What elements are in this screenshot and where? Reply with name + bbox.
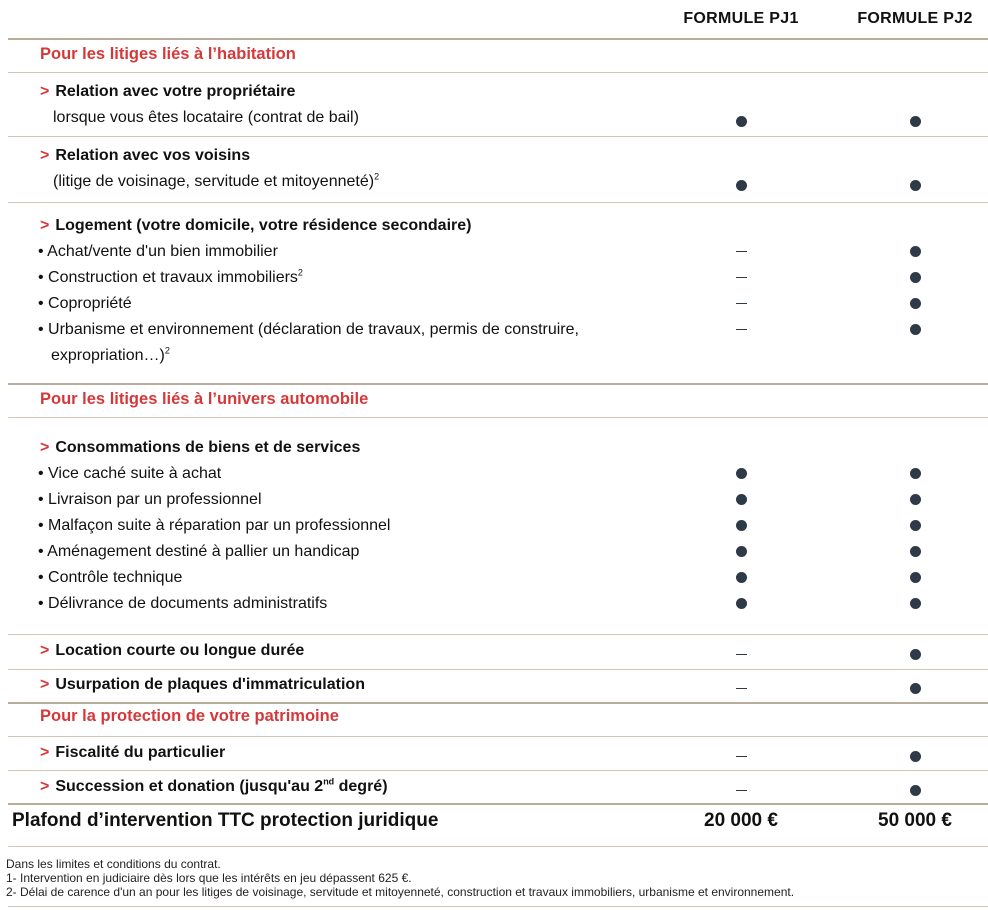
- footnote: 1- Intervention en judiciaire dès lors que les intérêts en jeu dépassent 625 €.: [6, 871, 412, 885]
- pj2-included-icon: [895, 241, 935, 263]
- row-text: • Achat/vente d'un bien immobilier: [38, 243, 278, 260]
- pj2-included-icon: [895, 175, 935, 197]
- row-text: • Vice caché suite à achat: [38, 465, 222, 482]
- divider: [8, 383, 988, 385]
- table-row-label: [38, 267, 303, 289]
- table-row-label: [40, 776, 388, 798]
- pj1-not-included-icon: [721, 293, 761, 315]
- divider: [8, 634, 988, 635]
- divider: [8, 702, 988, 704]
- footnote-ref: 2: [374, 171, 380, 182]
- chevron-icon: >: [40, 744, 50, 761]
- divider: [8, 669, 988, 670]
- row-text: • Copropriété: [38, 295, 132, 312]
- row-text: Location courte ou longue durée: [55, 642, 305, 659]
- row-text: Relation avec votre propriétaire: [55, 83, 296, 100]
- row-text: lorsque vous êtes locataire (contrat de bail): [53, 109, 359, 126]
- total-pj2: 50 000 €: [878, 810, 952, 831]
- pj2-included-icon: [895, 567, 935, 589]
- pj1-included-icon: [721, 541, 761, 563]
- pj1-not-included-icon: [721, 780, 761, 802]
- divider: [8, 38, 988, 40]
- chevron-icon: >: [40, 217, 50, 234]
- table-row-label: [38, 241, 278, 263]
- divider: [8, 72, 988, 73]
- row-text: • Aménagement destiné à pallier un handicap: [38, 543, 360, 560]
- pj1-not-included-icon: [721, 644, 761, 666]
- table-row-label: [53, 107, 359, 129]
- column-header-pj2: FORMULE PJ2: [857, 10, 973, 27]
- divider: [8, 202, 988, 203]
- section-heading-patrimoine: Pour la protection de votre patrimoine: [40, 707, 339, 725]
- pj2-included-icon: [895, 319, 935, 341]
- pj2-included-icon: [895, 678, 935, 700]
- pj2-included-icon: [895, 746, 935, 768]
- table-row-label: [38, 319, 579, 341]
- table-row-label: [38, 515, 390, 537]
- table-row-label: [53, 171, 379, 193]
- table-row-label: [38, 463, 221, 485]
- pj2-included-icon: [895, 293, 935, 315]
- column-header-pj1: FORMULE PJ1: [683, 10, 799, 27]
- pj1-not-included-icon: [721, 746, 761, 768]
- chevron-icon: >: [40, 147, 50, 164]
- table-row-label: [38, 541, 359, 563]
- row-text: Fiscalité du particulier: [55, 744, 226, 761]
- pj1-included-icon: [721, 593, 761, 615]
- pj1-not-included-icon: [721, 267, 761, 289]
- footnote: 2- Délai de carence d'un an pour les litiges de voisinage, servitude et mitoyenneté, construction et travaux immobiliers, urbanisme et environnement.: [6, 885, 795, 899]
- pj1-included-icon: [721, 567, 761, 589]
- total-pj1: 20 000 €: [704, 810, 778, 831]
- pj2-included-icon: [895, 644, 935, 666]
- divider: [8, 736, 988, 737]
- row-text: Usurpation de plaques d'immatriculation: [55, 676, 365, 693]
- table-row-label: [40, 81, 295, 103]
- row-text: • Urbanisme et environnement (déclaration de travaux, permis de construire,: [38, 321, 579, 338]
- table-row-label: [40, 640, 304, 662]
- row-text: degré): [334, 778, 388, 795]
- pj1-not-included-icon: [721, 319, 761, 341]
- table-row-label: [40, 215, 471, 237]
- pj1-not-included-icon: [721, 241, 761, 263]
- table-row-label: [38, 567, 182, 589]
- row-text: (litige de voisinage, servitude et mitoyenneté): [53, 173, 375, 190]
- pj1-included-icon: [721, 515, 761, 537]
- row-text: • Construction et travaux immobiliers: [38, 269, 298, 286]
- pj2-included-icon: [895, 515, 935, 537]
- pj1-included-icon: [721, 175, 761, 197]
- pj2-included-icon: [895, 463, 935, 485]
- table-row-label: [40, 742, 225, 764]
- row-text: • Contrôle technique: [38, 569, 183, 586]
- table-row-label: [38, 593, 327, 615]
- pj1-not-included-icon: [721, 678, 761, 700]
- pj2-included-icon: [895, 593, 935, 615]
- footnote-ref: 2: [297, 267, 303, 278]
- pj2-included-icon: [895, 267, 935, 289]
- divider: [8, 803, 988, 805]
- table-row-label: [40, 437, 360, 459]
- row-text: Logement (votre domicile, votre résidence secondaire): [55, 217, 472, 234]
- section-heading-habitation: Pour les litiges liés à l’habitation: [40, 45, 296, 63]
- total-label: Plafond d’intervention TTC protection juridique: [12, 810, 439, 831]
- pj2-included-icon: [895, 489, 935, 511]
- pj1-included-icon: [721, 489, 761, 511]
- pj2-included-icon: [895, 780, 935, 802]
- table-row-label: [40, 674, 365, 696]
- divider: [8, 846, 988, 847]
- table-row-label: [38, 489, 262, 511]
- pj2-included-icon: [895, 541, 935, 563]
- chevron-icon: >: [40, 439, 50, 456]
- footnote-ref: nd: [323, 776, 335, 787]
- chevron-icon: >: [40, 83, 50, 100]
- footnote: Dans les limites et conditions du contrat.: [6, 857, 221, 871]
- divider: [8, 770, 988, 771]
- row-text: • Livraison par un professionnel: [38, 491, 262, 508]
- section-heading-automobile: Pour les litiges liés à l’univers automobile: [40, 390, 369, 408]
- row-text: Relation avec vos voisins: [55, 147, 251, 164]
- row-text: • Délivrance de documents administratifs: [38, 595, 328, 612]
- footnote-ref: 2: [164, 345, 170, 356]
- chevron-icon: >: [40, 778, 50, 795]
- divider: [8, 906, 988, 907]
- pj1-included-icon: [721, 111, 761, 133]
- chevron-icon: >: [40, 676, 50, 693]
- row-text: • Malfaçon suite à réparation par un professionnel: [38, 517, 391, 534]
- table-row-label: [38, 293, 132, 315]
- divider: [8, 417, 988, 418]
- chevron-icon: >: [40, 642, 50, 659]
- row-text: Consommations de biens et de services: [55, 439, 361, 456]
- pj1-included-icon: [721, 463, 761, 485]
- table-row-label: [51, 345, 170, 367]
- pj2-included-icon: [895, 111, 935, 133]
- table-row-label: [40, 145, 250, 167]
- row-text: expropriation…): [51, 347, 165, 364]
- divider: [8, 136, 988, 137]
- row-text: Succession et donation (jusqu'au 2: [55, 778, 324, 795]
